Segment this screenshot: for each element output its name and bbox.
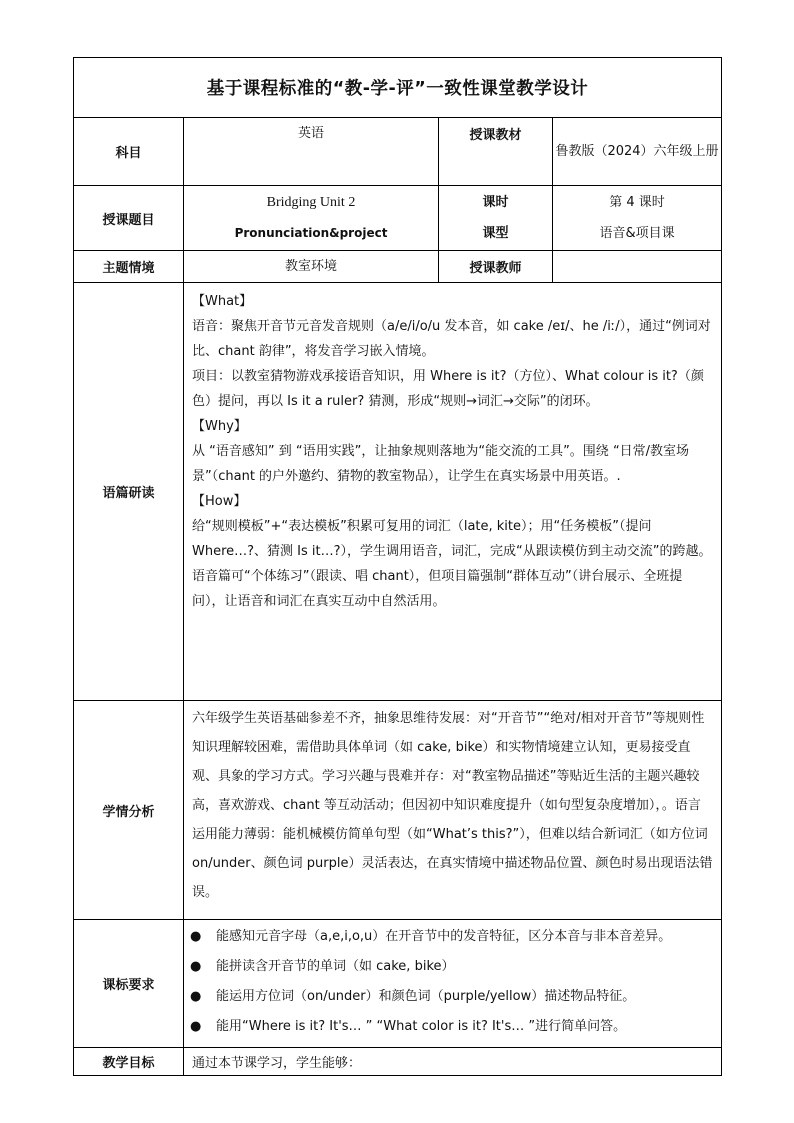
learner-analysis-text: 六年级学生英语基础参差不齐，抽象思维待发展：对“开音节”“绝对/相对开音节”等规则性知识理解较困难，需借助具体单词（如 cake, bike）和实物情境建立认知，更易接受直观、具象的学习方式。学习兴趣与畏难并存：对“教室物品描述”等贴近生活的主题兴趣较高，喜欢游戏、chant 等互动活动；但因初中知识难度提升（如句型复杂度增加），。语言运用能力薄弱：能机械模仿简单句型（如“What’s this?”），但难以结合新词汇（如方位词 on/under、颜色词 purple）灵活表达，在真实情境中描述物品位置、颜色时易出现语法错误。 (184, 701, 722, 920)
why-paragraph: 从 “语音感知” 到 “语用实践”，让抽象规则落地为“能交流的工具”。围绕 “日常/教室场景”（chant 的户外邀约、猜物的教室物品），让学生在真实场景中用英语。. (192, 444, 690, 484)
theme-label: 主题情境 (74, 251, 184, 283)
standards-content (184, 920, 722, 1048)
theme-value: 教室环境 (184, 251, 439, 283)
why-heading: 【Why】 (192, 419, 247, 434)
bullet-icon: ● (190, 1019, 202, 1034)
what-heading: 【What】 (192, 294, 253, 309)
document-title: 基于课程标准的“教-学-评”一致性课堂教学设计 (74, 58, 722, 118)
type-label: 课型 (482, 226, 509, 241)
topic-unit: Bridging Unit 2 (266, 195, 356, 210)
bullet-icon: ● (190, 929, 202, 944)
learner-analysis-label: 学情分析 (74, 701, 184, 920)
material-value: 鲁教版（2024）六年级上册 (553, 118, 722, 186)
period-type-values (553, 186, 722, 251)
standards-item: ● 能感知元音字母（a,e,i,o,u）在开音节中的发音特征，区分本音与非本音差异。 (184, 922, 721, 952)
teacher-value (553, 251, 722, 283)
period-type-labels (439, 186, 553, 251)
standards-item: ● 能拼读含开音节的单词（如 cake, bike） (184, 952, 721, 982)
topic-label: 授课题目 (74, 186, 184, 251)
topic-section: Pronunciation&project (234, 226, 388, 240)
standards-item: ● 能运用方位词（on/under）和颜色词（purple/yellow）描述物品特征。 (184, 982, 721, 1012)
teacher-label: 授课教师 (439, 251, 553, 283)
what-phonics-paragraph: 语音：聚焦开音节元音发音规则（a/e/i/o/u 发本音，如 cake /eɪ/、he /iː/），通过“例词对比、chant 韵律”，将发音学习嵌入情境。 (192, 319, 711, 359)
how-paragraph: 给“规则模板”+“表达模板”积累可复用的词汇（late, kite）；用“任务模板”（提问 Where…?、猜测 Is it…?），学生调用语音，词汇，完成“从跟读模仿到主动交流”的跨越。语音篇可“个体练习”（跟读、唱 chant），但项目篇强制“群体互动”（讲台展示、全班提问），让语音和词汇在真实互动中自然活用。 (192, 519, 712, 609)
type-value: 语音&项目课 (599, 226, 675, 241)
standards-item: ● 能用“Where is it? It's… ” “What color is it? It's… ”进行简单问答。 (184, 1012, 721, 1042)
subject-label: 科目 (74, 118, 184, 186)
bullet-icon: ● (190, 959, 202, 974)
subject-value: 英语 (184, 118, 439, 186)
how-heading: 【How】 (192, 494, 247, 509)
text-study-content (184, 283, 722, 701)
what-project-paragraph: 项目：以教室猜物游戏承接语音知识，用 Where is it?（方位）、What colour is it?（颜色）提问，再以 Is it a ruler? 猜测，形成“规则→词汇→交际”的闭环。 (192, 369, 704, 409)
bullet-icon: ● (190, 989, 202, 1004)
period-value: 第 4 课时 (609, 195, 665, 210)
period-label: 课时 (482, 195, 509, 210)
material-label: 授课教材 (439, 118, 553, 186)
standards-list (184, 922, 721, 1042)
text-study-label: 语篇研读 (74, 283, 184, 701)
teaching-goals-value: 通过本节课学习，学生能够： (184, 1048, 722, 1076)
lesson-plan-table (73, 57, 722, 1076)
standards-label: 课标要求 (74, 920, 184, 1048)
teaching-goals-label: 教学目标 (74, 1048, 184, 1076)
topic-value (184, 186, 439, 251)
